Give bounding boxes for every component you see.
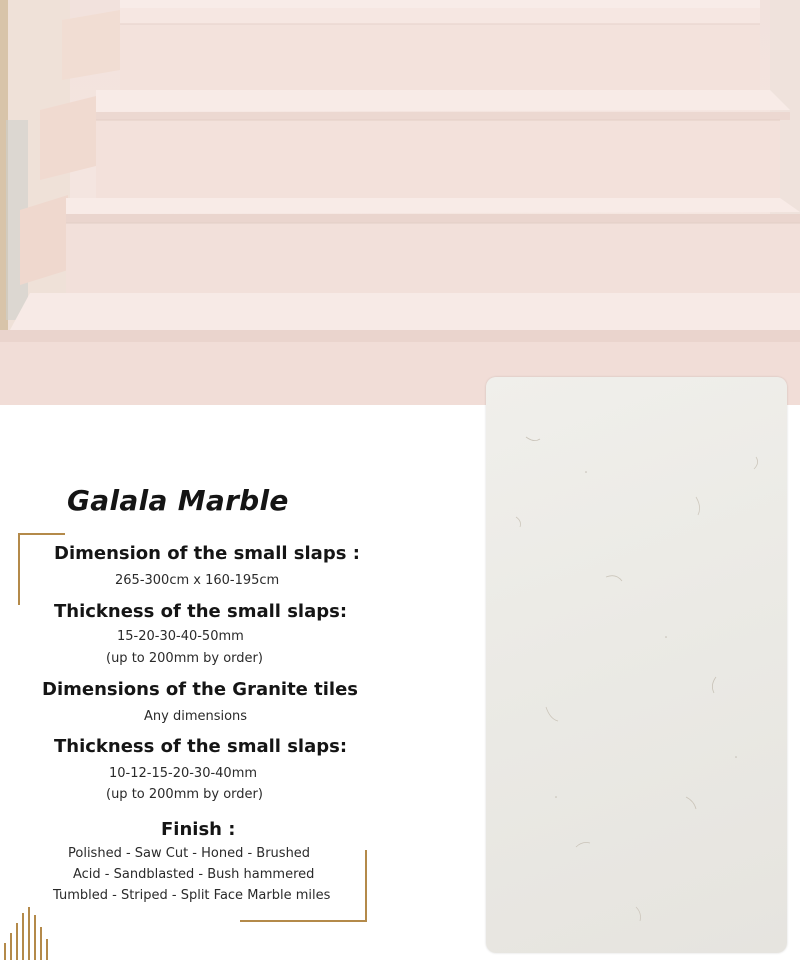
section-line: (up to 200mm by order)	[106, 651, 263, 666]
section-line: Polished - Saw Cut - Honed - Brushed	[68, 846, 311, 861]
product-title: Galala Marble	[67, 484, 289, 517]
section-line: 10-12-15-20-30-40mm	[109, 766, 258, 781]
gold-bracket-bottom-horizontal	[240, 920, 367, 922]
section-heading-dimension: Dimension of the small slaps :	[54, 543, 360, 564]
section-heading-thickness: Thickness of the small slaps:	[54, 736, 348, 757]
section-line: Tumbled - Striped - Split Face Marble miles	[53, 888, 331, 903]
section-heading-granite-tiles: Dimensions of the Granite tiles	[42, 679, 359, 700]
section-line: (up to 200mm by order)	[106, 787, 263, 802]
section-line: Any dimensions	[144, 709, 248, 724]
building-bars-logo-icon	[2, 905, 54, 960]
section-line: 265-300cm x 160-195cm	[115, 573, 280, 588]
gold-bracket-top-horizontal	[18, 533, 65, 535]
gold-bracket-bottom-vertical	[365, 850, 367, 922]
marble-slab-sample	[486, 377, 787, 953]
gold-bracket-top-vertical	[18, 533, 20, 605]
section-heading-finish: Finish :	[161, 819, 236, 840]
section-line: Acid - Sandblasted - Bush hammered	[73, 867, 315, 882]
section-line: 15-20-30-40-50mm	[117, 629, 244, 644]
section-heading-thickness: Thickness of the small slaps:	[54, 601, 348, 622]
staircase-photo	[0, 0, 800, 405]
